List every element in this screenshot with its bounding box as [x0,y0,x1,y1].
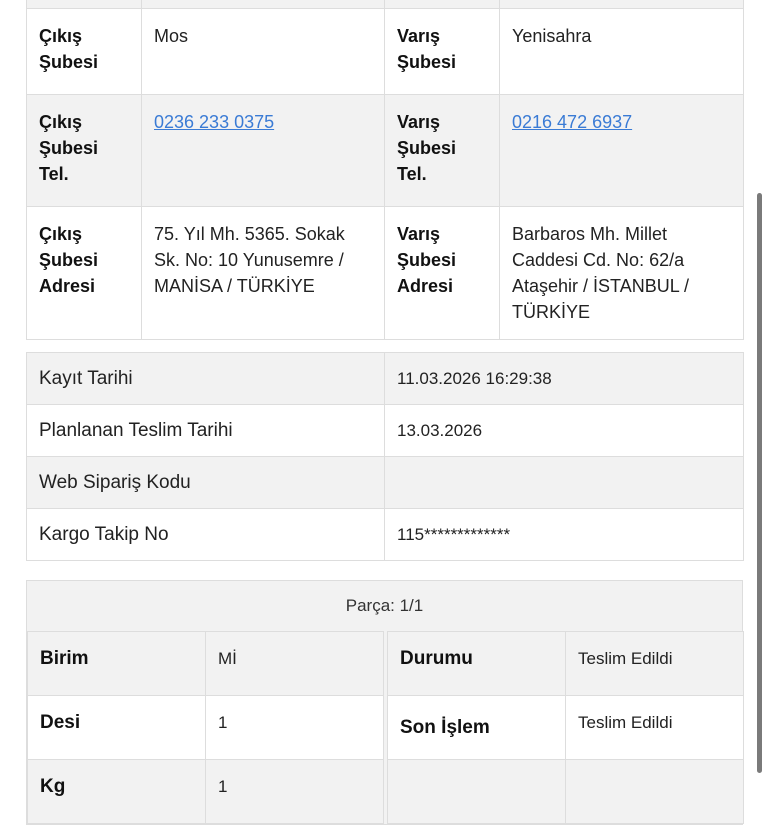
destination-branch-address-label: Varış Şubesi Adresi [385,207,500,340]
vertical-scrollbar[interactable] [757,193,762,773]
last-operation-label: Son İşlem [388,696,566,760]
origin-branch-phone-link[interactable]: 0236 233 0375 [154,112,275,132]
parts-measure-table [27,631,384,824]
registration-date-value: 11.03.2026 16:29:38 [385,353,744,405]
registration-date-label: Kayıt Tarihi [27,353,385,405]
destination-branch-phone-label: Varış Şubesi Tel. [385,95,500,207]
table-row [27,509,744,561]
destination-branch-address-value: Barbaros Mh. Millet Caddesi Cd. No: 62/a Ataşehir / İSTANBUL / TÜRKİYE [500,207,744,340]
table-row [27,405,744,457]
planned-delivery-date-label: Planlanan Teslim Tarihi [27,405,385,457]
tracking-number-value: 115************* [385,509,744,561]
table-row [28,696,384,760]
table-row [27,0,744,9]
web-order-code-label: Web Sipariş Kodu [27,457,385,509]
desi-label: Desi [28,696,206,760]
origin-branch-phone-label: Çıkış Şubesi Tel. [27,95,142,207]
table-row [27,207,744,340]
unit-label: Birim [28,632,206,696]
kg-label: Kg [28,760,206,824]
table-row [388,696,744,760]
destination-branch-phone-link[interactable]: 0216 472 6937 [512,112,633,132]
origin-branch-address-value: 75. Yıl Mh. 5365. Sokak Sk. No: 10 Yunusemre / MANİSA / TÜRKİYE [142,207,385,340]
destination-branch-label: Varış Şubesi [385,9,500,95]
parts-inner [27,631,742,824]
parts-title: Parça: 1/1 [345,596,424,615]
last-operation-value: Teslim Edildi [566,696,744,760]
unit-value: Mİ [206,632,384,696]
web-order-code-value [385,457,744,509]
table-row [28,760,384,824]
parts-status-table [387,631,744,824]
kg-value: 1 [206,760,384,824]
table-row [27,95,744,207]
branch-info-table [26,0,744,340]
origin-branch-value: Mos [142,9,385,95]
status-value: Teslim Edildi [566,632,744,696]
table-row [27,9,744,95]
desi-value: 1 [206,696,384,760]
table-row [388,632,744,696]
origin-branch-label: Çıkış Şubesi [27,9,142,95]
destination-branch-value: Yenisahra [500,9,744,95]
origin-branch-address-label: Çıkış Şubesi Adresi [27,207,142,340]
tracking-number-label: Kargo Takip No [27,509,385,561]
parts-panel [26,580,743,825]
status-label: Durumu [388,632,566,696]
table-row [27,457,744,509]
table-row [28,632,384,696]
table-row [27,353,744,405]
shipment-dates-table [26,352,744,561]
planned-delivery-date-value: 13.03.2026 [385,405,744,457]
table-row [388,760,744,824]
